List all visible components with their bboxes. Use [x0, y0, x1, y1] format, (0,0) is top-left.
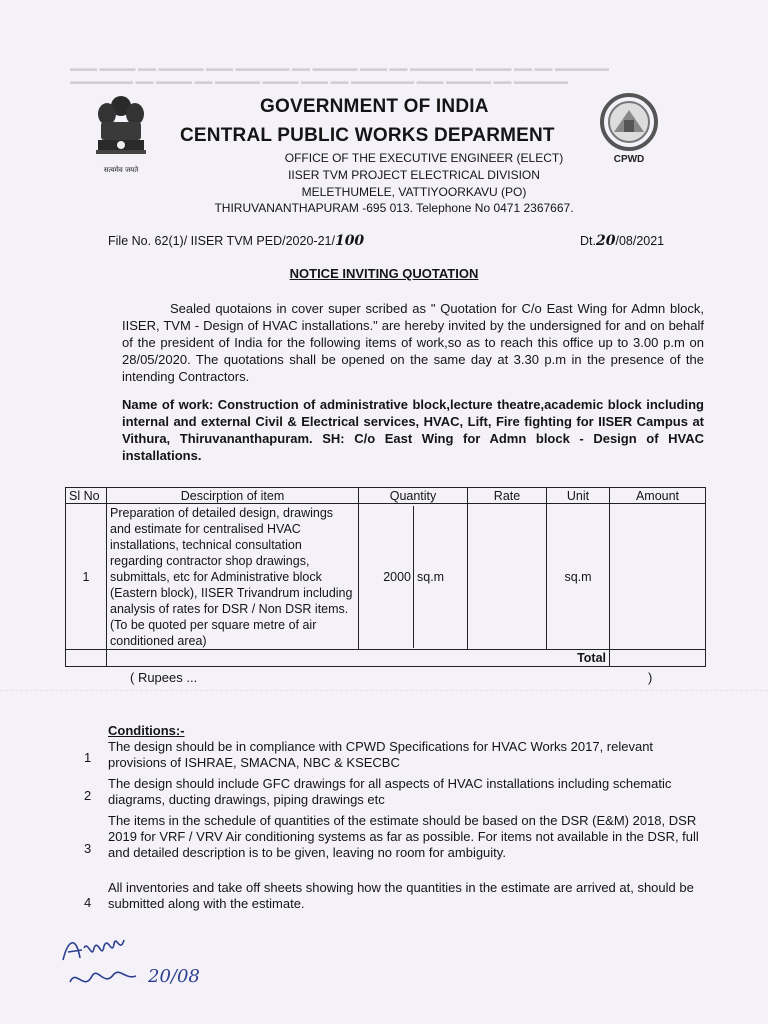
date — [580, 233, 664, 249]
quantity-unit: sq.m — [417, 569, 445, 584]
fold-line — [0, 690, 768, 691]
cell-amount — [610, 504, 706, 650]
date-day-handwritten: 20 — [595, 233, 616, 249]
col-quantity: Quantity — [359, 488, 468, 504]
cell-rate — [468, 504, 547, 650]
condition-text-1: The design should be in compliance with CPWD Specifications for HVAC Works 2017, relevant provisions of ISHRAE, SMACNA, NBC & KSECBC — [108, 739, 654, 770]
table-row — [66, 504, 706, 650]
condition-number-3: 3 — [84, 841, 92, 856]
logo-label: CPWD — [613, 154, 645, 164]
address-line-4: THIRUVANANTHAPURAM -695 013. Telephone No 0471 2367667. — [214, 201, 574, 215]
col-sl-no: Sl No — [66, 488, 107, 504]
file-number-prefix: File No. 62(1)/ IISER TVM PED/2020-21/ — [108, 234, 335, 248]
table-header-row — [66, 488, 706, 504]
file-number-handwritten: 100 — [334, 233, 365, 249]
cell-description: Preparation of detailed design, drawings and estimate for centralised HVAC installations, technical consultation regarding contractor shop drawings, submittals, etc for Administrative block (Eastern block), IISER Trivandrum including analysis of rates for DSR / Non DSR items. (To be quoted per square metre of air conditioned area) — [107, 504, 359, 650]
address-line-1: OFFICE OF THE EXECUTIVE ENGINEER (ELECT) — [284, 151, 564, 165]
cell-unit: sq.m — [547, 504, 610, 650]
col-amount: Amount — [610, 488, 706, 504]
approval-signature-icon — [58, 930, 208, 1000]
total-amount — [610, 650, 706, 667]
department-heading: CENTRAL PUBLIC WORKS DEPARMENT — [180, 125, 555, 146]
rupees-close: ) — [648, 670, 653, 685]
intro-paragraph: Sealed quotaions in cover super scribed as " Quotation for C/o East Wing for Admn block, IISER, TVM - Design of HVAC installations." are hereby invited by the undersigned for and on behalf of the president of India for the following items of work,so as to reach this office up to 3.00 p.m on 28/05/2020. The quotations shall be opened on the same day at 3.30 p.m in the presence of the intending Contractors. — [122, 301, 704, 384]
total-label: Total — [107, 650, 610, 667]
name-of-work: Name of work: Construction of administrative block,lecture theatre,academic block including internal and external Civil & Electrical services, HVAC, Lift, Fire fighting for IISER Campus at Vithura, Thiruvananthapuram. SH: C/o East Wing for Admn block - Design of HVAC installations. — [122, 397, 704, 463]
notice-title: NOTICE INVITING QUOTATION — [289, 266, 479, 281]
cell-quantity — [359, 504, 468, 650]
government-heading: GOVERNMENT OF INDIA — [260, 96, 489, 117]
date-prefix: Dt. — [580, 234, 596, 248]
condition-text-4: All inventories and take off sheets showing how the quantities in the estimate are arrived at, should be submitted along with the estimate. — [108, 880, 694, 911]
condition-text-2: The design should include GFC drawings for all aspects of HVAC installations including schematic diagrams, ducting drawings, piping drawings etc — [108, 776, 672, 807]
col-unit: Unit — [547, 488, 610, 504]
condition-number-1: 1 — [84, 750, 92, 765]
quotation-table — [65, 487, 706, 667]
svg-text:20/08: 20/08 — [148, 966, 200, 987]
emblem-caption: सत्यमेव जयते — [103, 166, 139, 174]
rupees-line: ( Rupees ... — [130, 670, 198, 685]
file-number — [108, 233, 364, 249]
cell-sl: 1 — [66, 504, 107, 650]
date-rest: /08/2021 — [615, 234, 665, 248]
condition-number-2: 2 — [84, 788, 92, 803]
table-total-row — [66, 650, 706, 667]
bleed-through: ▬▬▬ ▬▬▬▬ ▬▬ ▬▬▬▬▬ ▬▬▬ ▬▬▬▬▬▬ ▬▬ ▬▬▬▬▬ ▬▬▬ ▬▬ ▬▬▬▬▬▬▬ ▬▬▬▬ ▬▬ ▬▬ ▬▬▬▬▬▬ ▬▬▬▬▬▬▬ ▬▬ ▬▬▬▬ ▬▬ ▬▬▬▬▬ ▬▬▬▬ ▬▬▬ ▬▬ ▬▬▬▬▬▬▬ ▬▬▬ ▬▬▬▬▬ ▬▬ ▬▬▬▬▬▬ — [70, 63, 610, 86]
condition-text-3: The items in the schedule of quantities of the estimate should be based on the DSR (E&M) 2018, DSR 2019 for VRF / VRV Air conditioning systems as far as possible. For items not available in the DSR, full and detailed description is to be given, leaving no room for ambiguity. — [108, 813, 699, 860]
quantity-value: 2000 — [359, 506, 414, 648]
address-line-3: MELETHUMELE, VATTIYOORKAVU (PO) — [301, 185, 527, 199]
col-description: Descirption of item — [107, 488, 359, 504]
condition-number-4: 4 — [84, 895, 92, 910]
address-line-2: IISER TVM PROJECT ELECTRICAL DIVISION — [288, 168, 540, 182]
col-rate: Rate — [468, 488, 547, 504]
conditions-title: Conditions:- — [108, 723, 185, 738]
